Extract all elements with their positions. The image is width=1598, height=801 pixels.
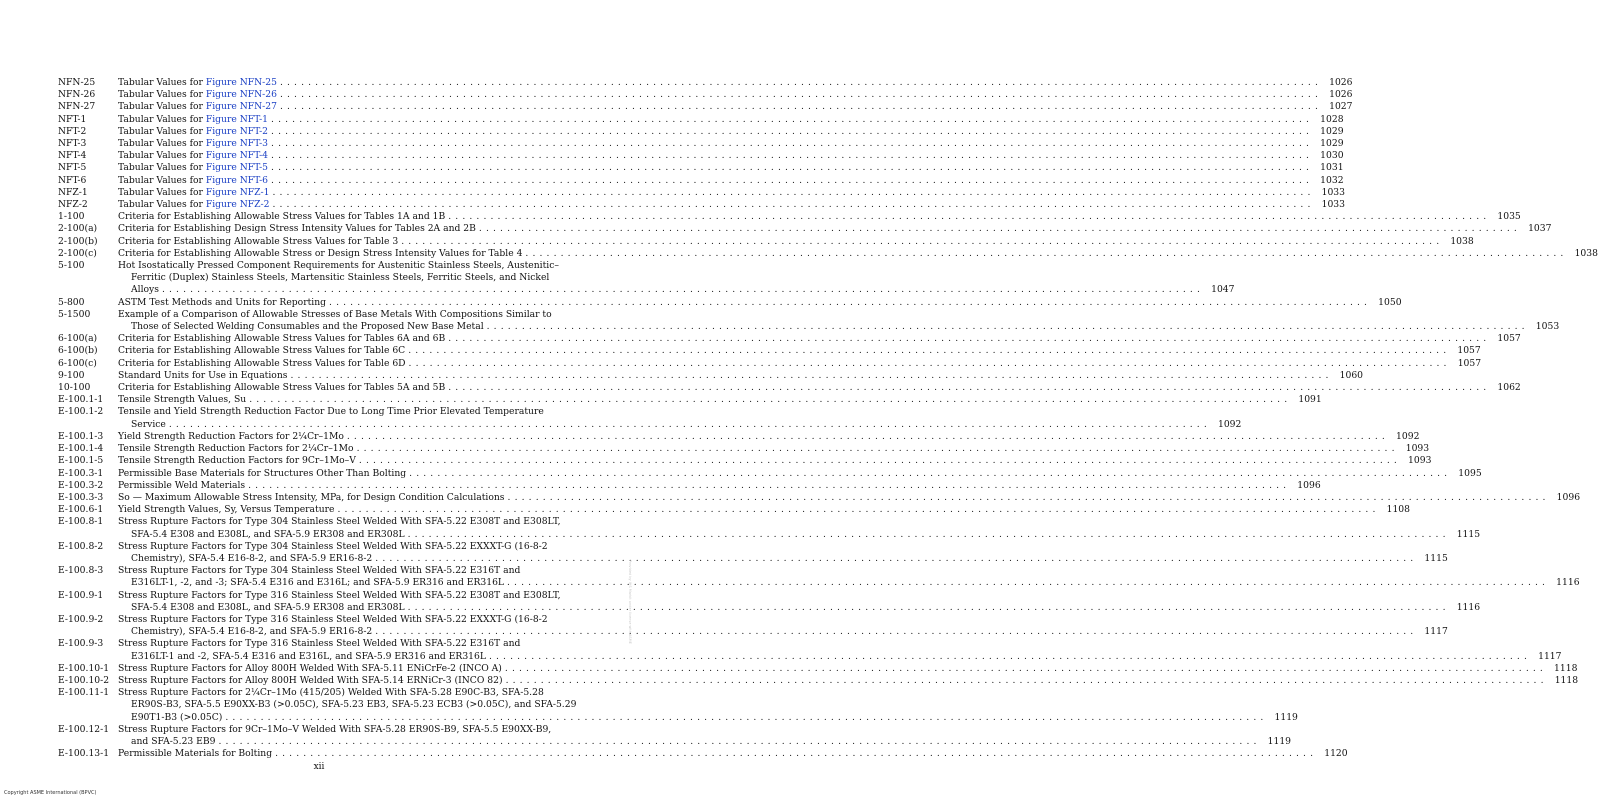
toc-entry-page: 1116 [1456, 601, 1481, 613]
toc-entry-title-line: E316LT-1 and -2, SFA-5.4 E316 and E316L, and SFA-5.9 ER316 and ER316L [131, 650, 486, 662]
toc-entry-title [118, 565, 1550, 589]
toc-entry-number: E-100.1-5 [58, 455, 104, 467]
toc-entry[interactable] [58, 235, 1474, 248]
toc-entry-page: 1033 [1321, 186, 1345, 198]
toc-entry-page: 1120 [1324, 748, 1348, 760]
toc-entry[interactable] [58, 516, 1481, 540]
toc-entry-page: 1119 [1274, 711, 1298, 723]
dot-leader [479, 223, 1518, 235]
toc-entry[interactable] [58, 369, 1364, 382]
toc-entry-page: 1057 [1457, 345, 1481, 357]
toc-entry-title-line: Stress Rupture Factors for Alloy 800H Welded With SFA-5.11 ENiCrFe-2 (INCO A) [118, 662, 502, 674]
toc-entry[interactable] [58, 333, 1521, 345]
toc-entry-page: 1118 [1554, 674, 1579, 686]
toc-entry-title [118, 248, 1568, 260]
toc-entry[interactable] [58, 613, 1448, 638]
toc-entry-title-line: Tensile Strength Reduction Factors for 2¼Cr–1Mo [118, 443, 354, 455]
toc-entry-number: NFT-5 [58, 162, 87, 174]
toc-entry-number: E-100.10-1 [58, 662, 110, 674]
toc-entry-title-line: Tensile Strength Reduction Factors for 9Cr–1Mo–V [118, 455, 356, 467]
dot-leader [280, 101, 1319, 113]
toc-entry[interactable] [58, 247, 1598, 260]
toc-entry-title-line: Example of a Comparison of Allowable Stresses of Base Metals With Compositions Similar to [118, 308, 552, 320]
toc-entry[interactable] [58, 491, 1581, 504]
dot-leader [271, 175, 1310, 187]
toc-entry-page: 1117 [1538, 650, 1562, 662]
toc-entry[interactable] [58, 162, 1344, 174]
toc-entry-title-line: Standard Units for Use in Equations [118, 369, 288, 381]
toc-entry-number: 9-100 [58, 369, 85, 381]
dot-leader [290, 370, 1329, 382]
license-watermark [624, 560, 632, 720]
toc-entry-title [118, 187, 1315, 199]
toc-entry[interactable] [58, 308, 1560, 333]
toc-entry[interactable] [58, 101, 1353, 113]
toc-entry-title [118, 260, 1204, 297]
toc-entry-title-line: So — Maximum Allowable Stress Intensity, MPa, for Design Condition Calculations [118, 491, 505, 503]
toc-entry-number: E-100.9-3 [58, 638, 104, 650]
toc-entry-number: E-100.1-3 [58, 430, 104, 442]
dot-leader [219, 736, 1258, 748]
dot-leader [271, 126, 1310, 138]
toc-entry-title [118, 638, 1531, 662]
toc-entry-title-line: SFA-5.4 E308 and E308L, and SFA-5.9 ER308 and ER308L [131, 528, 405, 540]
toc-entry[interactable] [58, 467, 1482, 480]
toc-entry-page: 1119 [1267, 735, 1292, 747]
toc-entry-page: 1108 [1386, 504, 1410, 516]
figure-link[interactable]: Figure NFT-3 [205, 138, 269, 150]
toc-entry-number: E-100.8-2 [58, 540, 104, 552]
toc-entry[interactable] [58, 674, 1579, 687]
dot-leader [225, 712, 1264, 724]
toc-entry-title-text: Tabular Values for [118, 125, 206, 137]
toc-entry-title [118, 370, 1333, 382]
toc-entry-title [118, 199, 1315, 211]
figure-link[interactable]: Figure NFZ-2 [205, 199, 270, 211]
toc-entry-page: 1091 [1298, 394, 1322, 406]
toc-entry-number: 6-100(c) [58, 357, 97, 369]
toc-entry[interactable] [58, 345, 1481, 357]
dot-leader [337, 504, 1376, 516]
toc-entry[interactable] [58, 540, 1448, 565]
toc-entry-page: 1038 [1574, 247, 1598, 259]
toc-entry-page: 1092 [1396, 430, 1420, 442]
toc-entry-page: 1053 [1535, 321, 1560, 333]
toc-entry-title [118, 480, 1291, 492]
toc-entry-page: 1026 [1329, 89, 1353, 101]
toc-entry-page: 1092 [1217, 418, 1242, 430]
toc-entry-page: 1028 [1320, 113, 1344, 125]
dot-leader [162, 284, 1201, 296]
toc-entry-title-line: Criteria for Establishing Allowable Stress Values for Tables 5A and 5B [118, 382, 446, 394]
toc-entry-title [118, 394, 1292, 406]
dot-leader [357, 443, 1396, 455]
toc-entry-number: E-100.9-1 [58, 589, 104, 601]
dot-leader [359, 455, 1398, 467]
toc-entry-page: 1050 [1378, 296, 1402, 308]
toc-entry-title-line: Ferritic (Duplex) Stainless Steels, Martensitic Stainless Steels, Ferritic Steels, and Nickel [131, 272, 550, 284]
toc-entry-title-line: Permissible Materials for Bolting [118, 748, 273, 760]
toc-entry-title [118, 138, 1314, 150]
toc-entry-title [118, 126, 1314, 138]
toc-entry-number: E-100.1-4 [58, 443, 104, 455]
toc-entry-number: NFT-4 [58, 150, 87, 162]
dot-leader [272, 199, 1311, 211]
toc-entry-title [118, 431, 1389, 443]
toc-entry-number: E-100.12-1 [58, 723, 110, 735]
toc-entry[interactable] [58, 77, 1353, 89]
dot-leader [272, 187, 1311, 199]
toc-entry-number: E-100.9-2 [58, 613, 104, 625]
toc-entry[interactable] [58, 662, 1578, 675]
toc-entry[interactable] [58, 113, 1344, 126]
toc-entry-page: 1093 [1405, 443, 1430, 455]
toc-entry-number: E-100.8-1 [58, 516, 104, 528]
toc-entry-title-line: Stress Rupture Factors for Type 316 Stainless Steel Welded With SFA-5.22 E316T and [118, 638, 521, 650]
dot-leader [408, 345, 1447, 357]
dot-leader [409, 468, 1448, 480]
toc-entry-number: NFN-27 [58, 101, 96, 113]
toc-entry-title-text: Tabular Values for [118, 138, 206, 150]
toc-entry-page: 1029 [1320, 138, 1344, 150]
toc-entry-title-line: Criteria for Establishing Design Stress Intensity Values for Tables 2A and 2B [118, 223, 476, 235]
toc-entry-title-text: Tabular Values for [118, 89, 206, 101]
toc-entry-title [118, 516, 1450, 540]
toc-entry-page: 1027 [1329, 101, 1353, 113]
toc-entry-title-text: Tabular Values for [118, 162, 206, 174]
toc-entry-number: 1-100 [58, 211, 85, 223]
toc-entry[interactable] [58, 174, 1344, 187]
toc-entry[interactable] [58, 199, 1345, 211]
toc-entry[interactable] [58, 394, 1322, 406]
toc-entry-page: 1057 [1497, 333, 1521, 345]
dot-leader [448, 333, 1487, 345]
toc-entry[interactable] [58, 479, 1321, 492]
toc-entry[interactable] [58, 138, 1344, 150]
toc-entry-number: 2-100(b) [58, 235, 98, 247]
toc-entry-number: NFZ-1 [58, 186, 88, 198]
toc-entry-title [118, 309, 1529, 333]
toc-entry-title-line: ASTM Test Methods and Units for Reporting [118, 296, 327, 308]
license-watermark-text: Provided by IHS Markit under license with ASME [628, 560, 632, 644]
toc-entry-page: 1033 [1321, 199, 1345, 211]
toc-entry-title-line: Stress Rupture Factors for Type 316 Stainless Steel Welded With SFA-5.22 EXXXT-G (16-8-2 [118, 613, 548, 625]
toc-entry-title-line: Criteria for Establishing Allowable Stress or Design Stress Intensity Values for Table 4 [118, 247, 523, 259]
toc-entry-page: 1096 [1556, 491, 1581, 503]
toc-entry-title-text: Tabular Values for [118, 186, 206, 198]
dot-leader [169, 419, 1208, 431]
figure-link[interactable]: Figure NFN-26 [205, 89, 277, 101]
toc-entry-title [118, 162, 1314, 174]
toc-entry-title-line: Criteria for Establishing Allowable Stress Values for Tables 1A and 1B [118, 211, 446, 223]
toc-entry-number: 10-100 [58, 382, 91, 394]
dot-leader [505, 663, 1544, 675]
toc-entry-title-line: SFA-5.4 E308 and E308L, and SFA-5.9 ER308 and ER308L [131, 601, 405, 613]
toc-entry-number: NFT-6 [58, 174, 87, 186]
toc-entry-title-text: Tabular Values for [118, 174, 206, 186]
figure-link[interactable]: Figure NFT-4 [205, 150, 269, 162]
dot-leader [525, 248, 1564, 260]
toc-entry[interactable] [58, 638, 1562, 662]
dot-leader [408, 602, 1447, 614]
toc-entry-page: 1093 [1408, 455, 1432, 467]
dot-leader [408, 529, 1447, 541]
toc-entry-title [118, 443, 1399, 455]
copyright-notice: Copyright ASME International (BPVC) [4, 790, 97, 796]
toc-entry-title-line: Stress Rupture Factors for Type 304 Stainless Steel Welded With SFA-5.22 E316T and [118, 565, 521, 577]
toc-entry[interactable] [58, 125, 1344, 138]
toc-entry-page: 1047 [1211, 284, 1235, 296]
toc-entry-title-line: Yield Strength Values, Sy, Versus Temperature [118, 504, 335, 516]
dot-leader [448, 211, 1487, 223]
dot-leader [248, 480, 1287, 492]
toc-entry[interactable] [58, 223, 1552, 235]
toc-entry-title-line: Permissible Base Materials for Structures Other Than Bolting [118, 467, 407, 479]
toc-entry-page: 1031 [1320, 162, 1344, 174]
toc-entry-page: 1118 [1554, 662, 1578, 674]
dot-leader [506, 675, 1545, 687]
toc-entry-title-line: Chemistry), SFA-5.4 E16-8-2, and SFA-5.9 ER16-8-2 [131, 626, 373, 638]
toc-entry-number: 6-100(b) [58, 345, 98, 357]
toc-entry-title [118, 77, 1323, 89]
toc-entry-title-line: Stress Rupture Factors for Type 304 Stainless Steel Welded With SFA-5.22 E308T and E308LT, [118, 516, 561, 528]
toc-entry-number: 5-100 [58, 260, 85, 272]
toc-entry[interactable] [58, 565, 1580, 589]
dot-leader [271, 114, 1310, 126]
toc-entry[interactable] [58, 89, 1353, 101]
toc-entry-title [118, 590, 1450, 614]
toc-entry-title [118, 175, 1314, 187]
toc-entry-number: E-100.8-3 [58, 565, 104, 577]
toc-entry-title-line: Tensile and Yield Strength Reduction Factor Due to Long Time Prior Elevated Temperature [118, 406, 544, 418]
dot-leader [489, 651, 1528, 663]
toc-entry-title-line: Chemistry), SFA-5.4 E16-8-2, and SFA-5.9 ER16-8-2 [131, 552, 373, 564]
toc-entry-title-text: Tabular Values for [118, 199, 206, 211]
toc-entry[interactable] [58, 150, 1344, 162]
toc-entry-title-line: Stress Rupture Factors for Type 316 Stainless Steel Welded With SFA-5.22 E308T and E308LT, [118, 589, 561, 601]
toc-entry-title-line: E316LT-1, -2, and -3; SFA-5.4 E316 and E316L; and SFA-5.9 ER316 and ER316L [131, 577, 505, 589]
toc-entry-title [118, 663, 1547, 675]
toc-entry-page: 1032 [1320, 174, 1344, 186]
toc-entry[interactable] [58, 260, 1235, 297]
toc-entry-title [118, 687, 1268, 724]
toc-entry-title [118, 748, 1318, 760]
toc-entry-title [118, 455, 1401, 467]
toc-entry-number: 2-100(c) [58, 247, 97, 259]
toc-entry-title-line: ER90S-B3, SFA-5.5 E90XX-B3 (>0.05C), SFA-5.23 EB3, SFA-5.23 ECB3 (>0.05C), and SFA-5.29 [131, 699, 577, 711]
toc-entry-title-line: Those of Selected Welding Consumables and the Proposed New Base Metal [131, 321, 484, 333]
toc-entry-title [118, 101, 1323, 113]
toc-entry[interactable] [58, 382, 1521, 394]
toc-entry[interactable] [58, 589, 1481, 614]
dot-leader [271, 162, 1310, 174]
toc-entry-number: E-100.1-2 [58, 406, 104, 418]
toc-entry-title [118, 724, 1261, 748]
toc-entry-number: E-100.10-2 [58, 674, 110, 686]
toc-entry-title-line: Tensile Strength Values, Su [118, 394, 247, 406]
toc-entry-title-text: Tabular Values for [118, 113, 206, 125]
toc-entry[interactable] [58, 723, 1292, 748]
toc-entry-title [118, 345, 1451, 357]
toc-entry-number: 5-1500 [58, 308, 91, 320]
toc-entry-page: 1030 [1320, 150, 1344, 162]
toc-entry-number: NFT-2 [58, 125, 87, 137]
toc-entry-title [118, 333, 1491, 345]
dot-leader [249, 394, 1288, 406]
toc-entry-title-line: Criteria for Establishing Allowable Stress Values for Table 3 [118, 235, 399, 247]
page-number: xii [313, 762, 325, 772]
dot-leader [271, 138, 1310, 150]
toc-entry-title-line: Stress Rupture Factors for Type 304 Stainless Steel Welded With SFA-5.22 EXXXT-G (16-8-2 [118, 540, 548, 552]
toc-entry-page: 1095 [1458, 467, 1482, 479]
dot-leader [409, 358, 1448, 370]
toc-entry-title-line: Permissible Weld Materials [118, 479, 246, 491]
toc-entry-number: NFT-3 [58, 138, 87, 150]
dot-leader [271, 150, 1310, 162]
toc-entry-title-text: Tabular Values for [118, 101, 206, 113]
toc-entry[interactable] [58, 455, 1432, 467]
toc-entry[interactable] [58, 430, 1420, 443]
toc-entry-number: E-100.13-1 [58, 748, 110, 760]
toc-entry-page: 1060 [1339, 369, 1364, 381]
toc-entry[interactable] [58, 211, 1521, 223]
toc-entry-title [118, 236, 1444, 248]
toc-entry-page: 1037 [1528, 223, 1552, 235]
toc-entry-title-line: Stress Rupture Factors for 2¼Cr–1Mo (415/205) Welded With SFA-5.28 E90C-B3, SFA-5.28 [118, 687, 544, 699]
toc-entry-title [118, 150, 1314, 162]
toc-entry-title [118, 468, 1452, 480]
toc-entry-title-line: E90T1-B3 (>0.05C) [131, 711, 223, 723]
toc-entry-title-line: Service [131, 418, 166, 430]
toc-entry-title [118, 614, 1418, 638]
toc-entry-number: E-100.1-1 [58, 394, 104, 406]
toc-entry-number: 5-800 [58, 296, 85, 308]
toc-entry-number: E-100.6-1 [58, 504, 104, 516]
toc-entry-number: E-100.11-1 [58, 687, 110, 699]
figure-link[interactable]: Figure NFT-5 [205, 162, 269, 174]
toc-entry-title [118, 89, 1323, 101]
toc-entry-number: NFN-25 [58, 77, 96, 88]
toc-entry[interactable] [58, 406, 1242, 430]
toc-entry-title-line: Criteria for Establishing Allowable Stress Values for Tables 6A and 6B [118, 333, 446, 345]
toc-entry-title [118, 504, 1380, 516]
toc-entry-page: 1035 [1497, 211, 1521, 223]
dot-leader [329, 297, 1368, 309]
figure-link[interactable]: Figure NFZ-1 [205, 186, 270, 198]
toc-entry[interactable] [58, 357, 1482, 370]
toc-entry-title-line: Hot Isostatically Pressed Component Requirements for Austenitic Stainless Steels, Austenitic– [118, 260, 559, 272]
toc-entry-number: E-100.3-1 [58, 467, 104, 479]
toc-entry-title [118, 406, 1211, 430]
figure-link[interactable]: Figure NFT-1 [205, 113, 269, 125]
toc-entry-page: 1057 [1457, 357, 1482, 369]
toc-entry-number: NFZ-2 [58, 199, 88, 211]
toc-entry-title-line: Alloys [131, 284, 159, 296]
toc-entry-title-line: and SFA-5.23 EB9 [131, 735, 216, 747]
toc-entry-title [118, 297, 1372, 309]
toc-entry-title [118, 211, 1491, 223]
dot-leader [507, 577, 1546, 589]
figure-link[interactable]: Figure NFT-6 [205, 174, 269, 186]
toc-entry-title [118, 114, 1314, 126]
toc-entry-number: 6-100(a) [58, 333, 98, 345]
toc-entry-number: E-100.3-2 [58, 479, 104, 491]
toc-entry[interactable] [58, 443, 1430, 455]
toc-entry-title-line: Stress Rupture Factors for Alloy 800H Welded With SFA-5.14 ERNiCr-3 (INCO 82) [118, 674, 503, 686]
toc-entry-page: 1029 [1320, 125, 1344, 137]
dot-leader [375, 626, 1414, 638]
toc-entry[interactable] [58, 296, 1402, 309]
toc-entry[interactable] [58, 186, 1345, 199]
toc-entry-title-text: Tabular Values for [118, 77, 206, 88]
dot-leader [375, 553, 1414, 565]
figure-link[interactable]: Figure NFN-27 [205, 101, 277, 113]
toc-entry-page: 1026 [1329, 77, 1353, 88]
toc-entry-title-line: Criteria for Establishing Allowable Stress Values for Table 6D [118, 357, 406, 369]
toc-entry[interactable] [58, 748, 1348, 760]
toc-entry-title-text: Tabular Values for [118, 150, 206, 162]
toc-entry-number: NFT-1 [58, 113, 87, 125]
dot-leader [487, 321, 1526, 333]
toc-entry-page: 1115 [1456, 528, 1481, 540]
toc-entry-page: 1117 [1424, 626, 1448, 638]
toc-entry-title-line: Criteria for Establishing Allowable Stress Values for Table 6C [118, 345, 406, 357]
toc-entry-title [118, 358, 1451, 370]
figure-link[interactable]: Figure NFN-25 [205, 77, 277, 88]
toc-entry-title [118, 541, 1418, 565]
toc-entry-page: 1115 [1424, 552, 1448, 564]
toc-entry[interactable] [58, 687, 1298, 724]
toc-entry-page: 1062 [1497, 382, 1521, 394]
toc-entry-title-line: Stress Rupture Factors for 9Cr–1Mo–V Welded With SFA-5.28 ER90S-B9, SFA-5.5 E90XX-B9, [118, 723, 552, 735]
toc-entry-page: 1038 [1450, 235, 1474, 247]
dot-leader [275, 748, 1314, 760]
dot-leader [280, 77, 1319, 89]
toc-entry-number: E-100.3-3 [58, 491, 104, 503]
figure-link[interactable]: Figure NFT-2 [205, 125, 269, 137]
toc-entry-number: 2-100(a) [58, 223, 98, 235]
toc-entry-title-line: Yield Strength Reduction Factors for 2¼Cr–1Mo [118, 430, 344, 442]
toc-entry-title [118, 382, 1491, 394]
toc-entry-title [118, 492, 1550, 504]
dot-leader [401, 236, 1440, 248]
toc-entry[interactable] [58, 504, 1410, 516]
dot-leader [280, 89, 1319, 101]
toc-entry-number: NFN-26 [58, 89, 96, 101]
toc-entry-page: 1096 [1297, 479, 1321, 491]
toc-entry-title [118, 223, 1521, 235]
dot-leader [508, 492, 1547, 504]
toc-entry-page: 1116 [1556, 577, 1580, 589]
toc-entry-title [118, 675, 1548, 687]
dot-leader [448, 382, 1487, 394]
dot-leader [347, 431, 1386, 443]
